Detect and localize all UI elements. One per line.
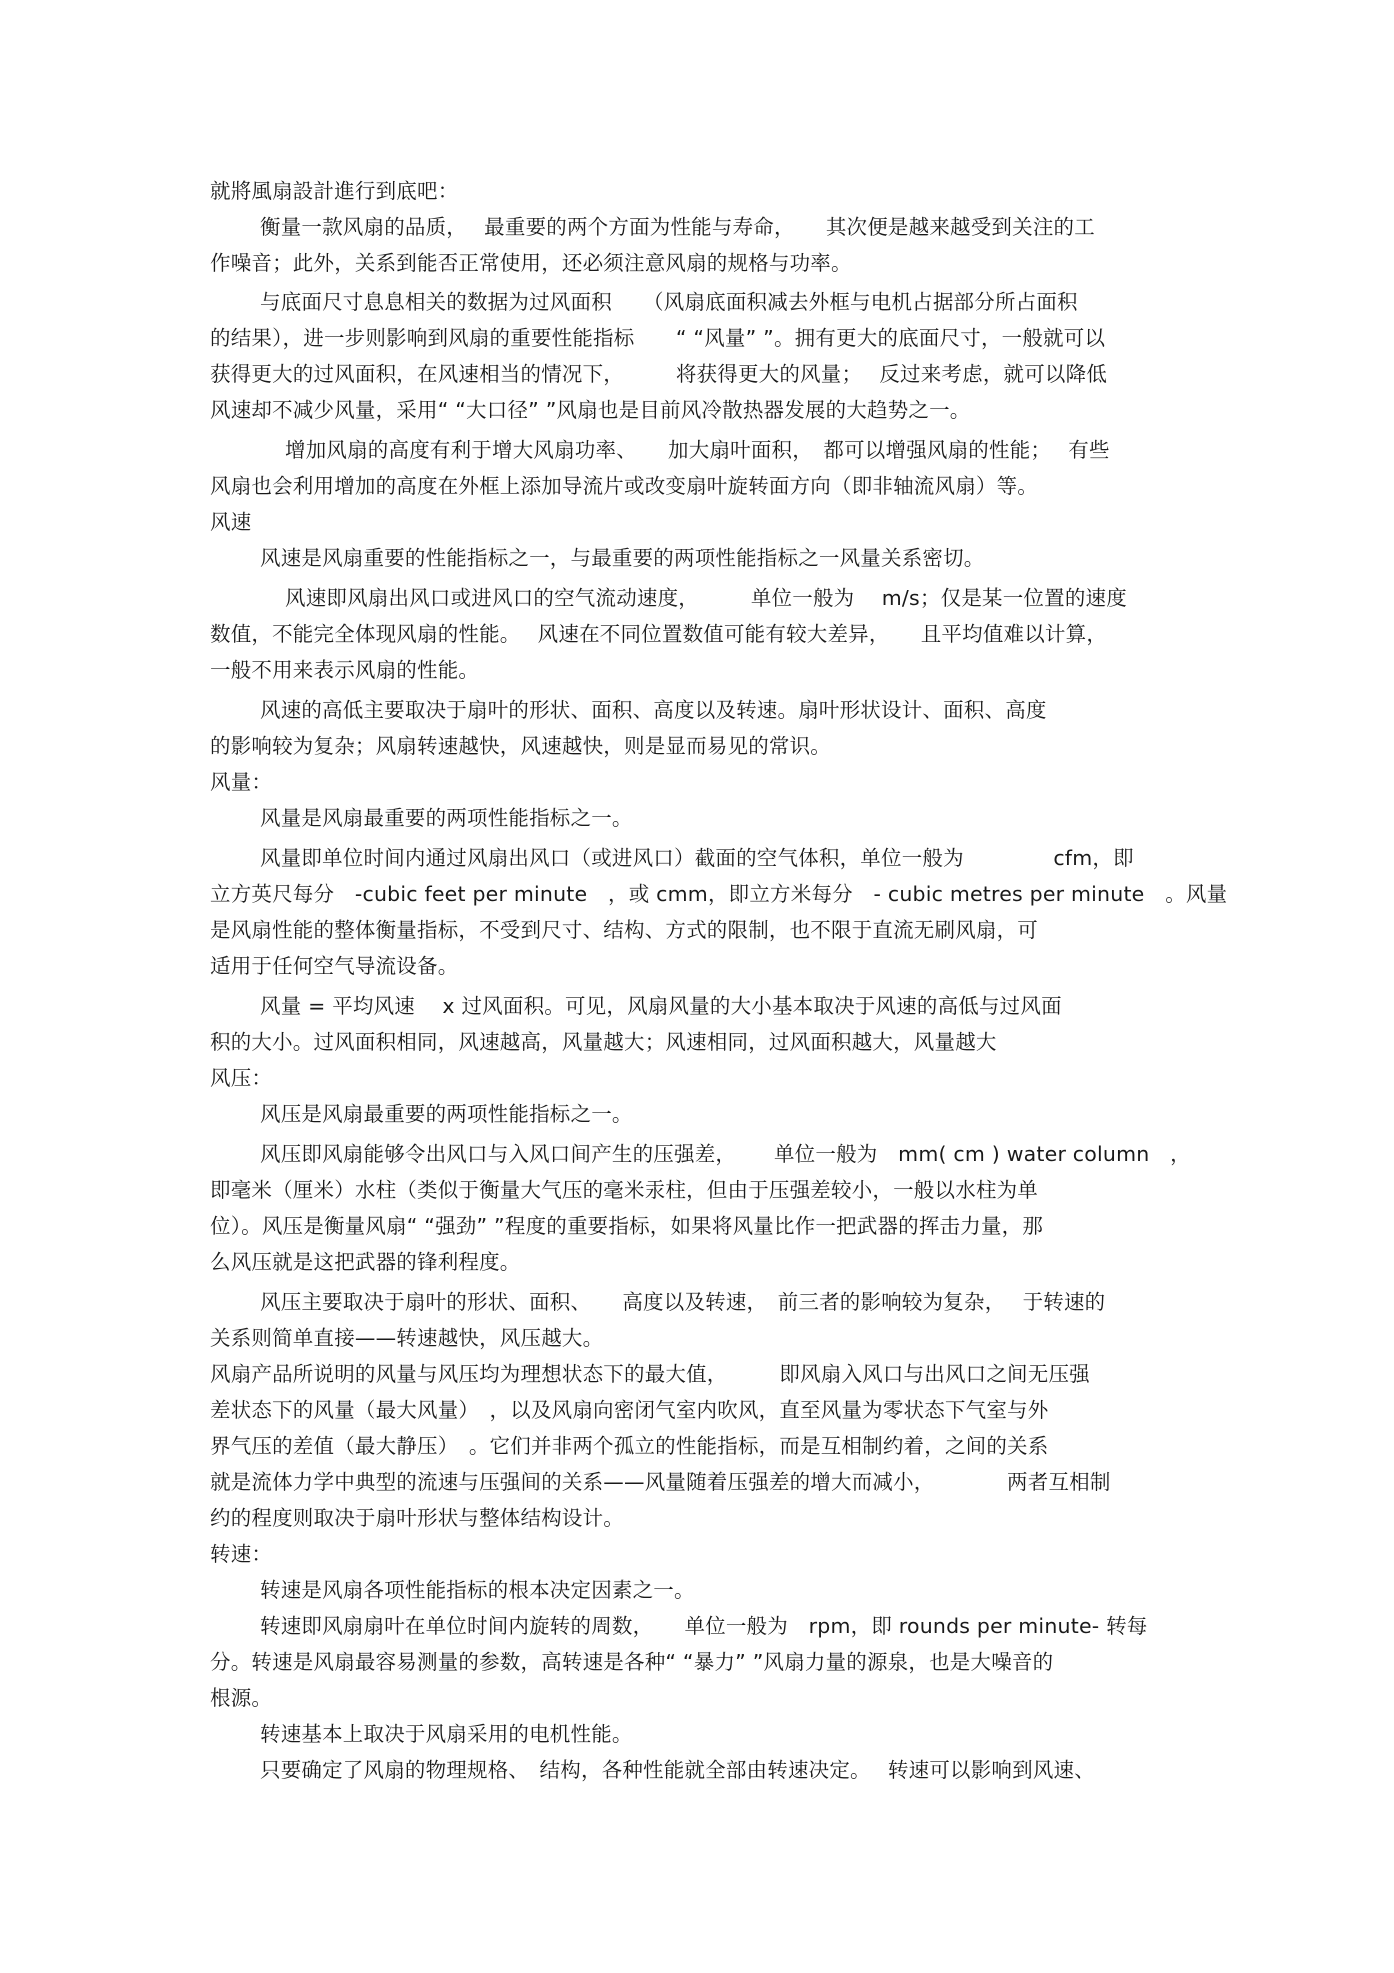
text-line: 差状态下的风量（最大风量） ，以及风扇向密闭气室内吹风，直至风量为零状态下气室与外 [210,1398,1049,1422]
text-line: 转速： [210,1542,273,1566]
text-line: 风量： [210,770,273,794]
text-line: 风压即风扇能够令出风口与入风口间产生的压强差， 单位一般为 mm( cm ) water column ， [260,1142,1191,1166]
text-line: 适用于任何空气导流设备。 [210,954,459,978]
text-line: 风量 = 平均风速 x 过风面积。可见，风扇风量的大小基本取决于风速的高低与过风面 [260,994,1062,1018]
text-line: 么风压就是这把武器的锋利程度。 [210,1250,521,1274]
text-line: 获得更大的过风面积，在风速相当的情况下， 将获得更大的风量； 反过来考虑，就可以降低 [210,362,1108,386]
text-line: 就是流体力学中典型的流速与压强间的关系——风量随着压强差的增大而减小， 两者互相制 [210,1470,1111,1494]
text-line: 关系则简单直接——转速越快，风压越大。 [210,1326,604,1350]
text-line: 立方英尺每分 -cubic feet per minute ，或 cmm，即立方米每分 - cubic metres per minute 。风量 [210,882,1228,906]
text-line: 界气压的差值（最大静压） 。它们并非两个孤立的性能指标，而是互相制约着，之间的关系 [210,1434,1049,1458]
text-line: 是风扇性能的整体衡量指标，不受到尺寸、结构、方式的限制，也不限于直流无刷风扇，可 [210,918,1038,942]
text-line: 就將風扇設計進行到底吧： [210,179,459,203]
text-line: 转速即风扇扇叶在单位时间内旋转的周数， 单位一般为 rpm，即 rounds per minute- 转每 [260,1614,1148,1638]
text-line: 风压主要取决于扇叶的形状、面积、 高度以及转速， 前三者的影响较为复杂， 于转速的 [260,1290,1106,1314]
text-line: 风速却不减少风量，采用“ “大口径” ”风扇也是目前风冷散热器发展的大趋势之一。 [210,398,971,422]
text-line: 作噪音；此外，关系到能否正常使用，还必须注意风扇的规格与功率。 [210,251,852,275]
text-line: 只要确定了风扇的物理规格、 结构，各种性能就全部由转速决定。 转速可以影响到风速、 [260,1758,1095,1782]
text-line: 转速基本上取决于风扇采用的电机性能。 [260,1722,633,1746]
text-line: 风量是风扇最重要的两项性能指标之一。 [260,806,633,830]
text-line: 风量即单位时间内通过风扇出风口（或进风口）截面的空气体积，单位一般为 cfm，即 [260,846,1134,870]
text-line: 风速的高低主要取决于扇叶的形状、面积、高度以及转速。扇叶形状设计、面积、高度 [260,698,1047,722]
text-line: 增加风扇的高度有利于增大风扇功率、 加大扇叶面积， 都可以增强风扇的性能； 有些 [285,438,1110,462]
text-line: 风扇也会利用增加的高度在外框上添加导流片或改变扇叶旋转面方向（即非轴流风扇）等。 [210,474,1038,498]
text-line: 风速是风扇重要的性能指标之一，与最重要的两项性能指标之一风量关系密切。 [260,546,985,570]
text-line: 即毫米（厘米）水柱（类似于衡量大气压的毫米汞柱，但由于压强差较小，一般以水柱为单 [210,1178,1038,1202]
text-line: 衡量一款风扇的品质， 最重要的两个方面为性能与寿命， 其次便是越来越受到关注的工 [260,215,1095,239]
text-line: 的结果），进一步则影响到风扇的重要性能指标 “ “风量” ”。拥有更大的底面尺寸，一般就可以 [210,326,1106,350]
text-line: 约的程度则取决于扇叶形状与整体结构设计。 [210,1506,624,1530]
text-line: 一般不用来表示风扇的性能。 [210,658,480,682]
text-line: 风速即风扇出风口或进风口的空气流动速度， 单位一般为 m/s；仅是某一位置的速度 [285,586,1127,610]
text-line: 的影响较为复杂；风扇转速越快，风速越快，则是显而易见的常识。 [210,734,831,758]
text-line: 风扇产品所说明的风量与风压均为理想状态下的最大值， 即风扇入风口与出风口之间无压强 [210,1362,1090,1386]
text-line: 风速 [210,510,252,534]
text-line: 根源。 [210,1686,273,1710]
text-line: 积的大小。过风面积相同，风速越高，风量越大；风速相同，过风面积越大，风量越大 [210,1030,997,1054]
text-line: 风压： [210,1066,273,1090]
text-line: 分。转速是风扇最容易测量的参数，高转速是各种“ “暴力” ”风扇力量的源泉，也是大噪音的 [210,1650,1054,1674]
text-line: 转速是风扇各项性能指标的根本决定因素之一。 [260,1578,695,1602]
text-line: 与底面尺寸息息相关的数据为过风面积 （风扇底面积减去外框与电机占据部分所占面积 [260,290,1078,314]
text-line: 风压是风扇最重要的两项性能指标之一。 [260,1102,633,1126]
text-line: 数值，不能完全体现风扇的性能。 风速在不同位置数值可能有较大差异， 且平均值难以计算， [210,622,1108,646]
text-line: 位）。风压是衡量风扇“ “强劲” ”程度的重要指标，如果将风量比作一把武器的挥击力量，那 [210,1214,1044,1238]
